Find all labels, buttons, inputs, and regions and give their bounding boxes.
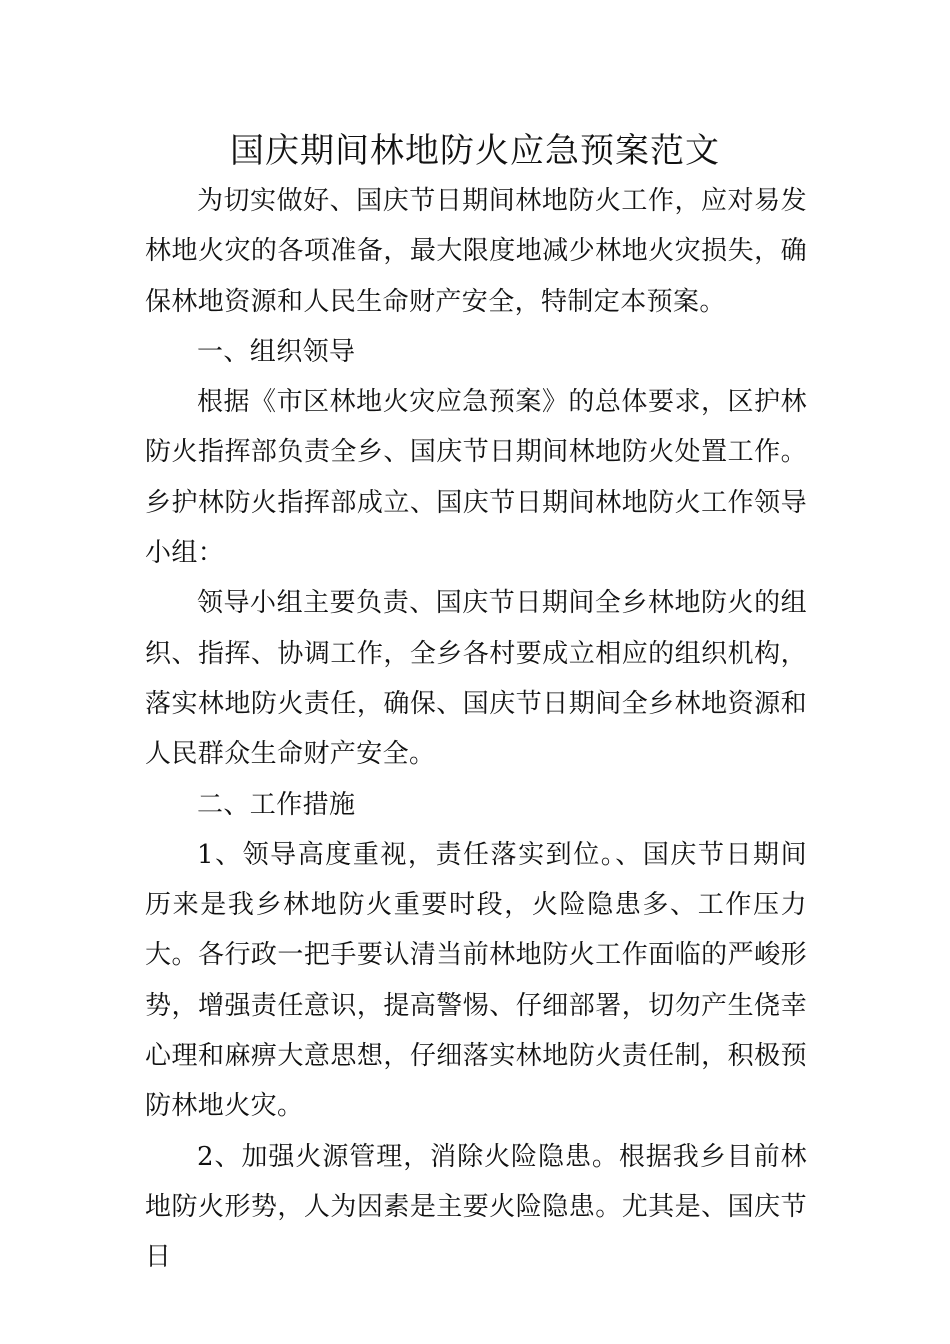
- paragraph-measure-2: 2、加强火源管理，消除火险隐患。根据我乡目前林地防火形势，人为因素是主要火险隐患。尤其是、国庆节日: [145, 1141, 807, 1273]
- paragraph-leadership-duties: 领导小组主要负责、国庆节日期间全乡林地防火的组织、指挥、协调工作，全乡各村要成立相应的组织机构，落实林地防火责任，确保、国庆节日期间全乡林地资源和人民群众生命财产安全。: [145, 588, 807, 770]
- paragraph-organization: 根据《市区林地火灾应急预案》的总体要求，区护林防火指挥部负责全乡、国庆节日期间林地防火处置工作。乡护林防火指挥部成立、国庆节日期间林地防火工作领导小组：: [145, 387, 807, 569]
- section-heading-measures: 二、工作措施: [197, 789, 356, 820]
- paragraph-measure-1: 1、领导高度重视，责任落实到位。、国庆节日期间历来是我乡林地防火重要时段，火险隐患多、工作压力大。各行政一把手要认清当前林地防火工作面临的严峻形势，增强责任意识，提高警惕、仔细部署，切勿产生侥幸心理和麻痹大意思想，仔细落实林地防火责任制，积极预防林地火灾。: [145, 839, 807, 1122]
- document-title: 国庆期间林地防火应急预案范文: [230, 131, 720, 171]
- section-heading-organization: 一、组织领导: [197, 336, 356, 367]
- paragraph-intro: 为切实做好、国庆节日期间林地防火工作，应对易发林地火灾的各项准备，最大限度地减少林地火灾损失，确保林地资源和人民生命财产安全，特制定本预案。: [145, 186, 807, 317]
- document-body: [145, 176, 807, 1283]
